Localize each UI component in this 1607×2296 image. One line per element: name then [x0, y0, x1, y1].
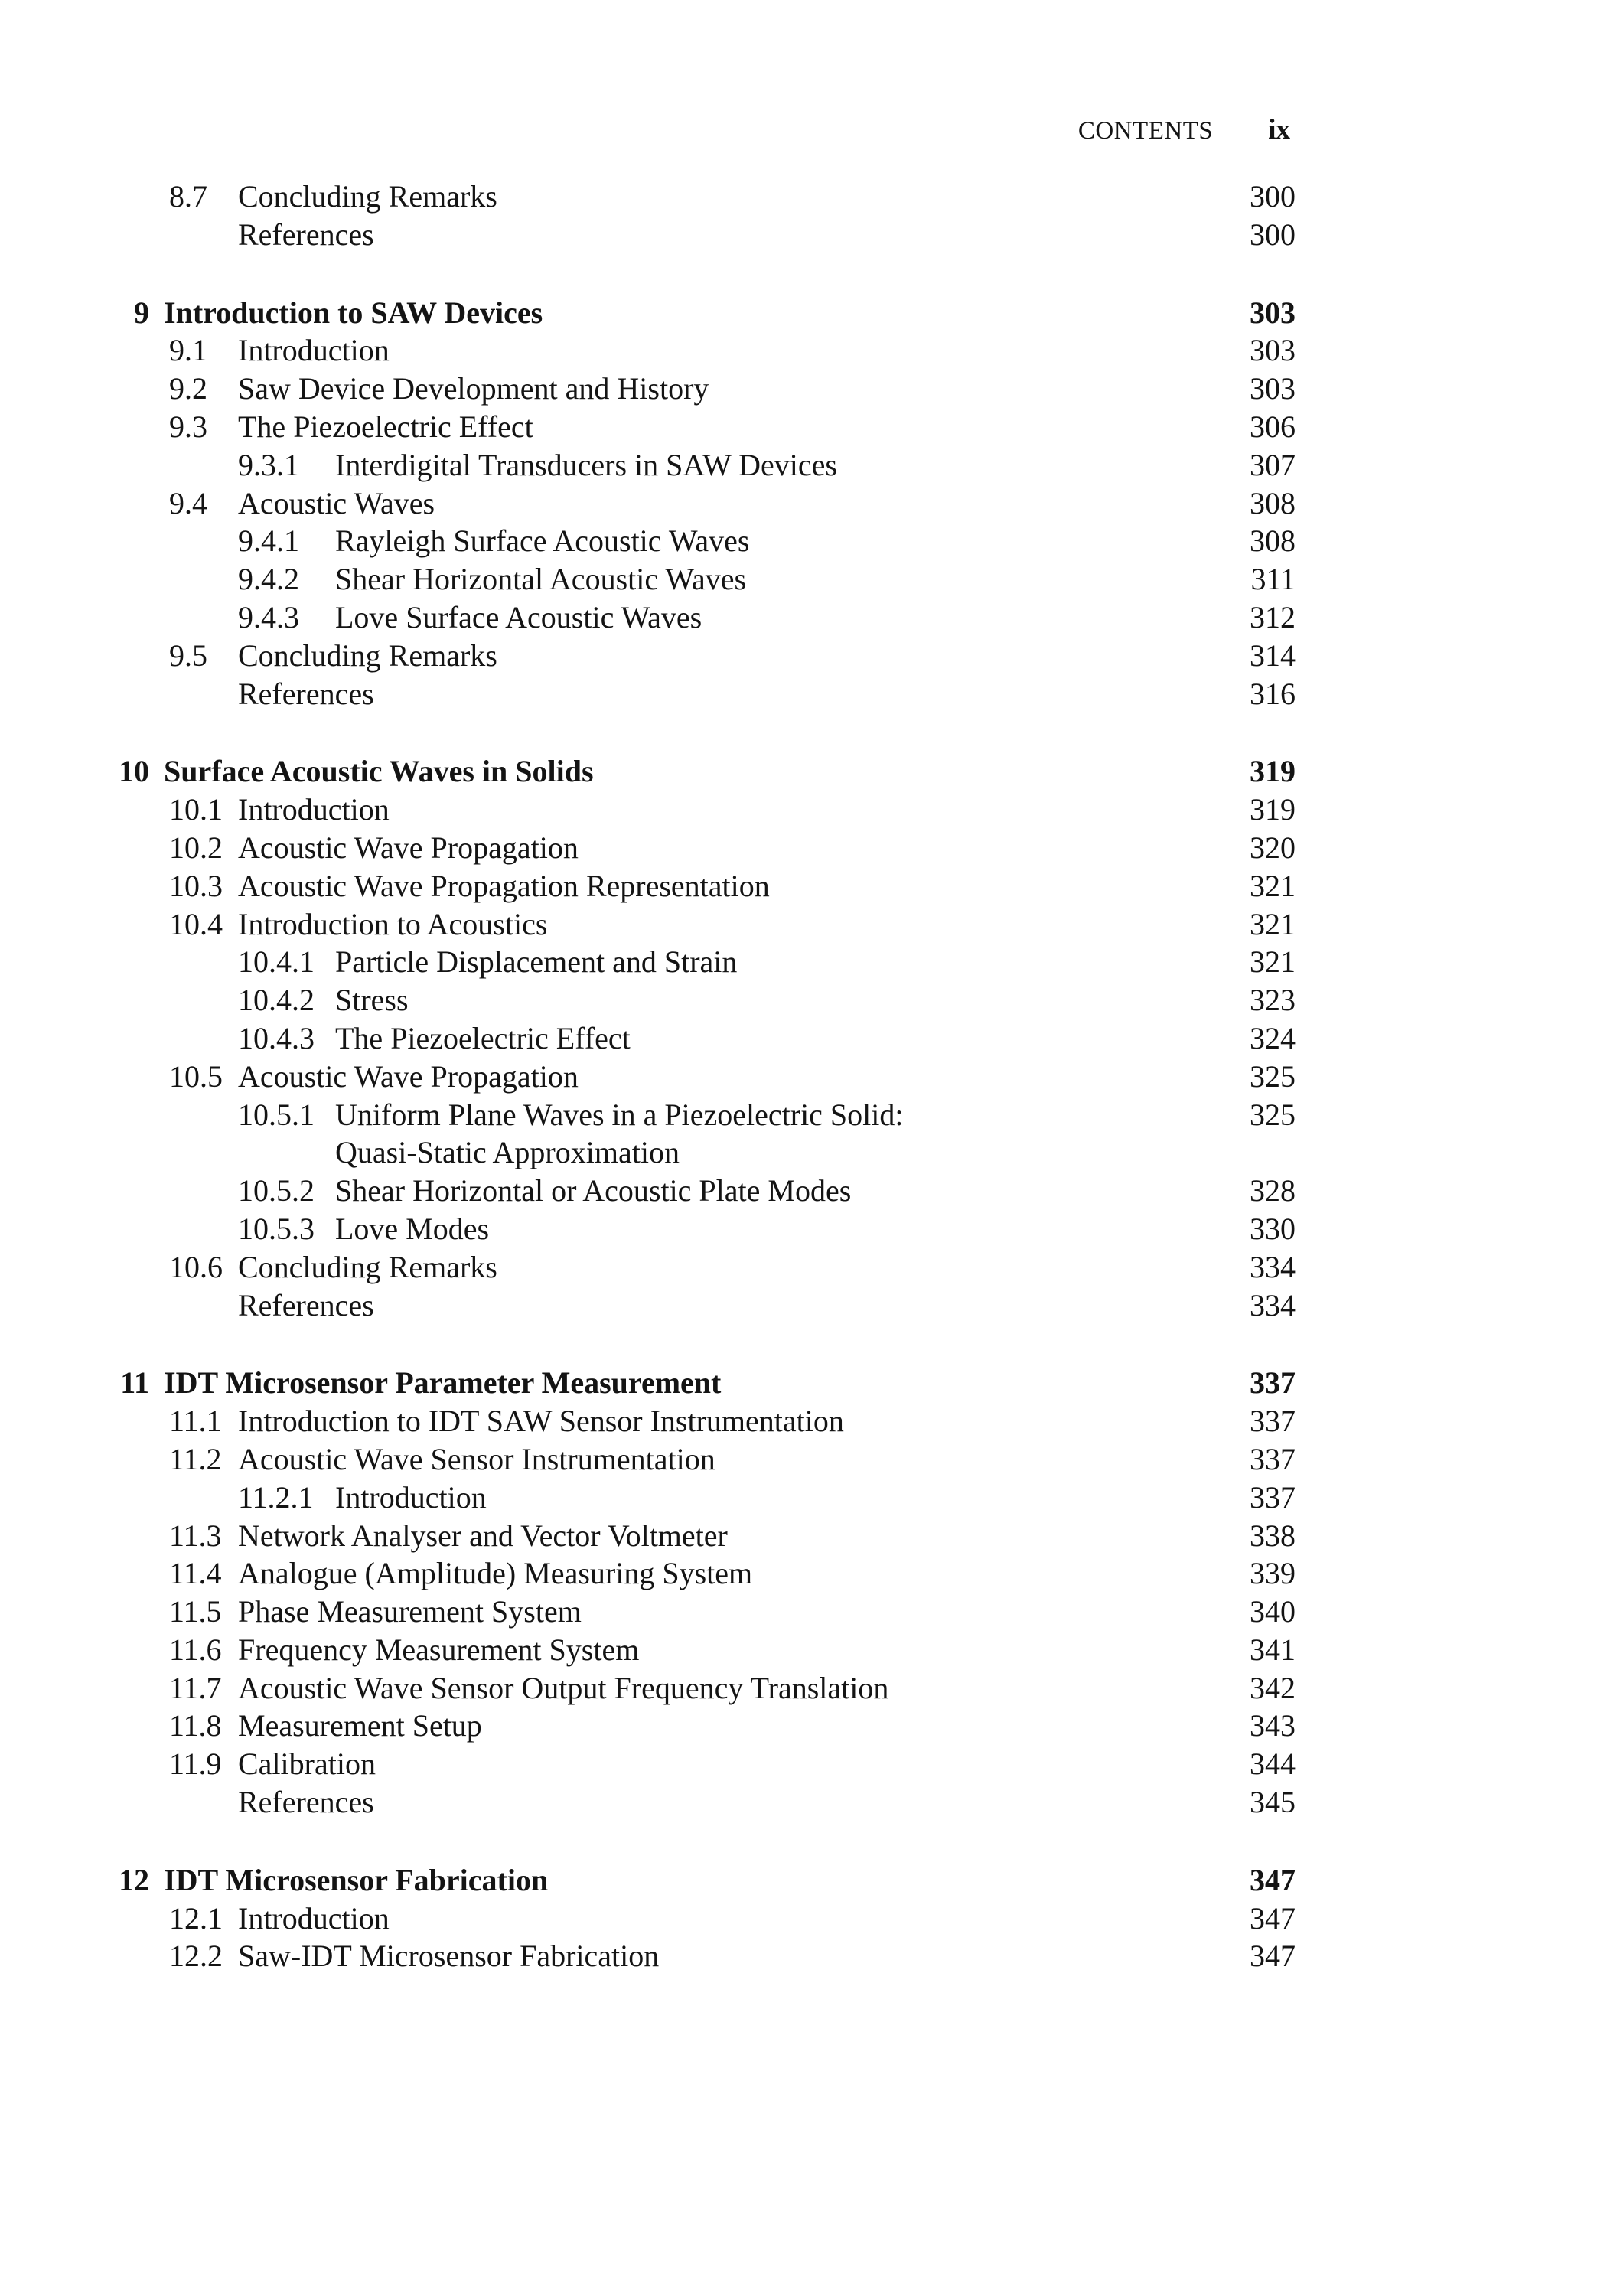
page-number: 338 [1250, 1518, 1296, 1553]
header-page-number: ix [1268, 114, 1290, 145]
section-number: 10.4 [169, 906, 223, 941]
entry-title: Analogue (Amplitude) Measuring System [238, 1556, 753, 1591]
entry-title: Interdigital Transducers in SAW Devices [335, 447, 837, 482]
entry-title: References [238, 1785, 374, 1820]
chapter-number: 12 [119, 1862, 149, 1897]
entry-title: Network Analyser and Vector Voltmeter [238, 1518, 728, 1553]
toc-entry-section [0, 905, 1607, 944]
page-number: 344 [1250, 1746, 1296, 1782]
section-number: 10.6 [169, 1249, 223, 1284]
section-number: 11.4 [169, 1556, 222, 1591]
section-number: 11.2.1 [238, 1479, 314, 1515]
entry-title: Introduction to IDT SAW Sensor Instrumentation [238, 1404, 844, 1439]
section-number: 12.1 [169, 1900, 223, 1936]
entry-title: Uniform Plane Waves in a Piezoelectric Solid: [335, 1097, 904, 1132]
toc-entry-chapter [0, 294, 1607, 332]
page-number: 319 [1250, 792, 1296, 827]
section-number: 12.2 [169, 1939, 223, 1974]
page-number: 337 [1250, 1404, 1296, 1439]
toc-entry-section [0, 1248, 1607, 1287]
page-number: 300 [1250, 217, 1296, 252]
toc-entry-subsection [0, 1096, 1607, 1134]
page-number: 337 [1250, 1441, 1296, 1476]
page-number: 311 [1250, 562, 1296, 597]
section-number: 11.3 [169, 1518, 222, 1553]
page-number: 321 [1250, 906, 1296, 941]
section-number: 11.6 [169, 1632, 222, 1667]
entry-title: The Piezoelectric Effect [238, 409, 533, 444]
toc-entry-section [0, 1554, 1607, 1593]
section-number: 10.4.3 [238, 1020, 315, 1055]
toc-entry-section [0, 791, 1607, 829]
toc-entry-references [0, 675, 1607, 713]
page-number: 319 [1250, 754, 1296, 789]
section-number: 9.4.2 [238, 562, 299, 597]
toc-entry-subsection [0, 1210, 1607, 1248]
toc-entry-section [0, 331, 1607, 370]
section-number: 10.1 [169, 792, 223, 827]
page-number: 342 [1250, 1670, 1296, 1705]
entry-title: Saw-IDT Microsensor Fabrication [238, 1939, 660, 1974]
chapter-number: 11 [120, 1365, 149, 1401]
header-title: CONTENTS [1077, 117, 1214, 145]
section-number: 9.4.1 [238, 523, 299, 559]
page-number: 340 [1250, 1594, 1296, 1629]
toc-entry-subsection [0, 1479, 1607, 1517]
toc-entry-references [0, 1783, 1607, 1821]
page-number: 306 [1250, 409, 1296, 444]
page-number: 324 [1250, 1020, 1296, 1055]
entry-title: Calibration [238, 1746, 376, 1782]
chapter-title: IDT Microsensor Fabrication [164, 1862, 549, 1897]
toc-entry-subsection [0, 981, 1607, 1019]
page-number: 347 [1250, 1862, 1296, 1897]
toc-entry-subsection [0, 598, 1607, 637]
entry-title: References [238, 217, 374, 252]
section-number: 11.9 [169, 1746, 222, 1782]
chapter-title: Surface Acoustic Waves in Solids [164, 754, 594, 789]
toc-entry-subsection [0, 560, 1607, 598]
toc-entry-section [0, 1058, 1607, 1096]
section-number: 10.3 [169, 868, 223, 903]
entry-title: Acoustic Wave Propagation [238, 1058, 579, 1094]
section-number: 11.7 [169, 1670, 222, 1705]
entry-title: References [238, 1287, 374, 1322]
toc-entry-section [0, 408, 1607, 446]
section-number: 10.4.1 [238, 944, 315, 980]
entry-title: Stress [335, 983, 409, 1018]
page-number: 347 [1250, 1939, 1296, 1974]
entry-title: Acoustic Wave Sensor Output Frequency Translation [238, 1670, 889, 1705]
page-number: 303 [1250, 333, 1296, 368]
toc-entry-chapter [0, 1861, 1607, 1900]
page-number: 339 [1250, 1556, 1296, 1591]
section-number: 9.5 [169, 638, 207, 673]
entry-title: Shear Horizontal Acoustic Waves [335, 562, 747, 597]
entry-title: Acoustic Wave Propagation Representation [238, 868, 770, 903]
toc-entry-references [0, 216, 1607, 254]
page-number: 303 [1250, 371, 1296, 406]
section-number: 10.2 [169, 830, 223, 865]
toc-entry-section [0, 1937, 1607, 1975]
page-number: 321 [1250, 868, 1296, 903]
page-number: 337 [1250, 1365, 1296, 1401]
page-number: 334 [1250, 1287, 1296, 1322]
section-number: 10.5 [169, 1058, 223, 1094]
section-number: 9.3 [169, 409, 207, 444]
page-number: 337 [1250, 1479, 1296, 1515]
entry-title: Acoustic Wave Propagation [238, 830, 579, 865]
page-number: 308 [1250, 523, 1296, 559]
entry-title: Concluding Remarks [238, 179, 497, 214]
page-number: 320 [1250, 830, 1296, 865]
toc-entry-section [0, 1900, 1607, 1938]
toc-entry-section [0, 1440, 1607, 1479]
page-number: 334 [1250, 1249, 1296, 1284]
page-number: 312 [1250, 599, 1296, 634]
toc-entry-subsection [0, 446, 1607, 484]
section-number: 11.1 [169, 1404, 222, 1439]
page-number: 300 [1250, 179, 1296, 214]
page-number: 328 [1250, 1173, 1296, 1208]
toc-entry-subsection [0, 1019, 1607, 1058]
toc-entry-chapter [0, 752, 1607, 791]
page-number: 307 [1250, 447, 1296, 482]
page-number: 341 [1250, 1632, 1296, 1667]
section-number: 11.8 [169, 1708, 222, 1743]
toc-entry-section [0, 829, 1607, 867]
page-number: 325 [1250, 1058, 1296, 1094]
section-number: 9.3.1 [238, 447, 299, 482]
section-number: 10.5.1 [238, 1097, 315, 1132]
entry-title: Love Surface Acoustic Waves [335, 599, 702, 634]
entry-title: The Piezoelectric Effect [335, 1020, 631, 1055]
entry-title: Introduction [335, 1479, 487, 1515]
toc-entry-chapter [0, 1364, 1607, 1402]
page-number: 316 [1250, 676, 1296, 711]
toc-entry-subsection [0, 1172, 1607, 1210]
toc-entry-section [0, 1745, 1607, 1783]
entry-title: Acoustic Wave Sensor Instrumentation [238, 1441, 715, 1476]
entry-title: Shear Horizontal or Acoustic Plate Modes [335, 1173, 852, 1208]
entry-title: Introduction [238, 1900, 390, 1936]
toc-entry-section [0, 1517, 1607, 1555]
section-number: 9.4.3 [238, 599, 299, 634]
section-number: 10.5.3 [238, 1211, 315, 1246]
table-of-contents [0, 178, 1607, 1975]
entry-title: Introduction [238, 333, 390, 368]
entry-title: Phase Measurement System [238, 1594, 582, 1629]
section-number: 11.5 [169, 1594, 222, 1629]
entry-title: Saw Device Development and History [238, 371, 709, 406]
page-number: 345 [1250, 1785, 1296, 1820]
page-number: 321 [1250, 944, 1296, 980]
section-number: 9.4 [169, 485, 207, 520]
entry-title: Love Modes [335, 1211, 490, 1246]
toc-entry-references [0, 1287, 1607, 1325]
entry-title: Particle Displacement and Strain [335, 944, 738, 980]
page-number: 330 [1250, 1211, 1296, 1246]
toc-entry-section [0, 1631, 1607, 1669]
toc-entry-section [0, 1402, 1607, 1440]
toc-entry-section [0, 637, 1607, 675]
chapter-number: 10 [119, 754, 149, 789]
toc-entry-section [0, 1669, 1607, 1707]
toc-entry-section [0, 484, 1607, 523]
toc-entry-continuation [0, 1133, 1607, 1172]
section-number: 9.1 [169, 333, 207, 368]
page-number: 308 [1250, 485, 1296, 520]
entry-title: Measurement Setup [238, 1708, 482, 1743]
toc-entry-section [0, 867, 1607, 905]
toc-entry-subsection [0, 522, 1607, 560]
toc-entry-section [0, 178, 1607, 216]
chapter-title: IDT Microsensor Parameter Measurement [164, 1365, 722, 1401]
entry-title: Frequency Measurement System [238, 1632, 640, 1667]
entry-title: Concluding Remarks [238, 638, 497, 673]
section-number: 11.2 [169, 1441, 222, 1476]
page-number: 314 [1250, 638, 1296, 673]
section-number: 9.2 [169, 371, 207, 406]
entry-title: Introduction to Acoustics [238, 906, 548, 941]
section-number: 10.4.2 [238, 983, 315, 1018]
entry-title: Introduction [238, 792, 390, 827]
entry-title: Concluding Remarks [238, 1249, 497, 1284]
toc-entry-section [0, 370, 1607, 408]
page-number: 343 [1250, 1708, 1296, 1743]
section-number: 10.5.2 [238, 1173, 315, 1208]
running-header [1078, 113, 1290, 146]
entry-title: Quasi-Static Approximation [335, 1135, 680, 1170]
toc-entry-section [0, 1707, 1607, 1745]
toc-entry-subsection [0, 943, 1607, 981]
page-number: 303 [1250, 295, 1296, 330]
chapter-number: 9 [134, 295, 149, 330]
entry-title: Acoustic Waves [238, 485, 435, 520]
chapter-title: Introduction to SAW Devices [164, 295, 543, 330]
entry-title: Rayleigh Surface Acoustic Waves [335, 523, 750, 559]
entry-title: References [238, 676, 374, 711]
page-number: 325 [1250, 1097, 1296, 1132]
page-number: 323 [1250, 983, 1296, 1018]
page-number: 347 [1250, 1900, 1296, 1936]
section-number: 8.7 [169, 179, 207, 214]
toc-entry-section [0, 1593, 1607, 1631]
